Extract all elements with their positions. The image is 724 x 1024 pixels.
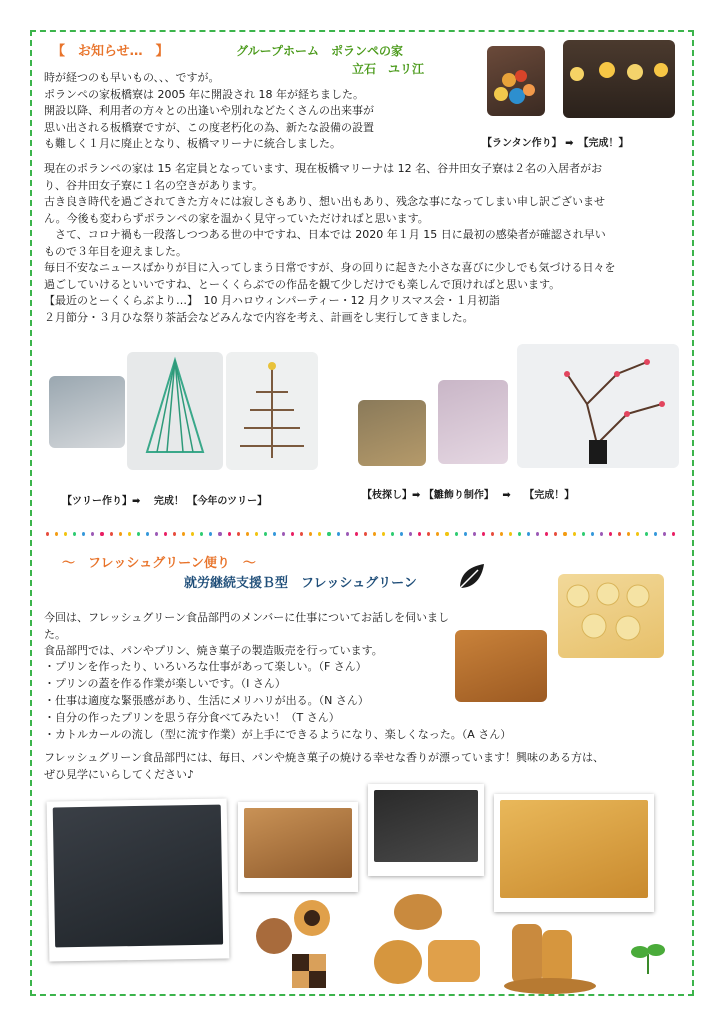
notice-org: グループホーム ポランペの家 [236,44,404,58]
bakery-illustration [250,890,650,998]
divider-dot [500,532,503,536]
fresh-subtitle: 就労継続支援Ｂ型 フレッシュグリーン [184,576,417,591]
divider-dot [82,532,85,536]
divider-dot [418,532,421,536]
divider-dot [445,532,448,536]
divider-dot [273,532,276,536]
divider-dot [91,532,94,536]
divider-dot [391,532,394,536]
divider-dot [182,532,185,536]
divider-dot [409,532,412,536]
lantern-lights-illustration [563,40,675,118]
divider-dot [672,532,675,536]
fresh-bullet: ・自分の作ったプリンを思う存分食べてみたい！（T さん） [44,711,340,724]
divider-dot [645,532,648,536]
cookie-sheet-photo [368,784,484,876]
notice-paragraph-2: 現在のポランペの家は 15 名定員となっています、現在板橋マリーナは 12 名、谷井田女子寮は２名の入居者がお り、谷井田女子寮に１名の空きがあります。 古き良き時代を過ごされてきた方々には寂しさもあり、想い出もあり、残念な事になってしまい申し訳ございませ ん。今後も変わらずポランペの家を温かく見守っていただければと思います。 さて、コロナ禍も一段落しつつある世の中ですね、日本では 2020 年１月 15 日に最初の感染者が確認され早い もので３年目を迎えました。 毎日不安なニュースばかりが目に入ってしまう日常ですが、身の回りに起きた小さな喜びに少しでも気づける日々を 過ごしていけるといいですね、とーくくらぶでの作品を観て少しだけでも楽しんで頂ければと思います。 【最近のとーくくらぶより…】 10 月ハロウィンパーティー・12 月クリスマス会・１月初詣 ２月節分・３月ひな祭り茶話会などみんなで内容を考え、計画をし実行してきました。 [44,162,616,324]
divider-dot [636,532,639,536]
divider-dot [545,532,548,536]
cookie-tray-photo [47,798,230,961]
lantern-illustration [487,46,545,116]
hina-making-photo [438,380,508,464]
pudding-cups-illustration [558,574,664,658]
this-year-tree-photo [226,352,318,470]
divider-dot [200,532,203,536]
divider-dot [527,532,530,536]
divider-dot [482,532,485,536]
divider-dot [110,532,113,536]
divider-dot [346,532,349,536]
divider-dot [337,532,340,536]
divider-dot [146,532,149,536]
fresh-intro: 今回は、フレッシュグリーン食品部門のメンバーに仕事についてお話しを伺いました。 食品部門では、パンやプリン、焼き菓子の製造販売を行っています。 [44,611,450,657]
divider-dot [355,532,358,536]
pudding-photo [558,574,664,658]
divider-dot [518,532,521,536]
divider-dot [128,532,131,536]
hina-complete-photo [517,344,679,468]
divider-dot [100,532,103,536]
divider-dot [282,532,285,536]
tree-complete-photo [127,352,223,470]
divider-dot [218,532,221,536]
divider-dot [364,532,367,536]
fresh-closing: フレッシュグリーン食品部門には、毎日、パンや焼き菓子の焼ける幸せな香りが漂っています！興味のある方は、 ぜひ見学にいらしてください♪ [44,751,605,781]
divider-dot [654,532,657,536]
notice-author: 立石 ユリ江 [352,62,425,76]
divider-dot [64,532,67,536]
fresh-bullet: ・カトルカールの流し（型に流す作業）が上手にできるようになり、楽しくなった。（A さん） [44,728,512,741]
dot-divider [46,532,676,540]
divider-dot [318,532,321,536]
divider-dot [509,532,512,536]
divider-dot [46,532,49,536]
bead-tree-illustration [127,352,223,470]
lantern-photo-1 [487,46,545,116]
divider-dot [464,532,467,536]
divider-dot [327,532,330,536]
divider-dot [264,532,267,536]
divider-dot [436,532,439,536]
divider-dot [618,532,621,536]
notice-paragraph-1: 時が経つのも早いもの、、、ですが。 ポランペの家板橋寮は 2005 年に開設され 18 年が経ちました。 開設以降、利用者の方々との出逢いや別れなどたくさんの出来事が 思い出される板橋寮ですが、この度老朽化の為、新たな設備の設置 も難しく１月に廃止となり、板橋マリーナに統合しました。 [44,71,374,150]
divider-dot [554,532,557,536]
caption-tree: 【ツリー作り】➡ 完成！ 【今年のツリー】 [62,496,268,507]
divider-dot [119,532,122,536]
divider-dot [582,532,585,536]
fresh-bullet: ・仕事は適度な緊張感があり、生活にメリハリが出る。（N さん） [44,694,369,707]
divider-dot [627,532,630,536]
divider-dot [73,532,76,536]
divider-dot [573,532,576,536]
fresh-title: ～ フレッシュグリーン便り ～ [62,556,256,571]
divider-dot [237,532,240,536]
divider-dot [191,532,194,536]
divider-dot [373,532,376,536]
divider-dot [473,532,476,536]
plum-branch-illustration [517,344,679,468]
caption-lantern: 【ランタン作り】 ➡ 【完成！】 [482,138,629,149]
divider-dot [246,532,249,536]
tree-making-photo [49,376,125,448]
divider-dot [155,532,158,536]
lantern-photo-2 [563,40,675,118]
divider-dot [209,532,212,536]
divider-dot [563,532,566,536]
divider-dot [164,532,167,536]
sprout-icon [630,938,666,982]
fresh-bullet: ・プリンの蓋を作る作業が楽しいです。（I さん） [44,677,286,690]
divider-dot [309,532,312,536]
divider-dot [427,532,430,536]
divider-dot [536,532,539,536]
divider-dot [300,532,303,536]
divider-dot [600,532,603,536]
divider-dot [455,532,458,536]
divider-dot [173,532,176,536]
divider-dot [137,532,140,536]
divider-dot [228,532,231,536]
divider-dot [291,532,294,536]
branch-search-photo [358,400,426,466]
leaf-icon [456,562,488,596]
divider-dot [382,532,385,536]
divider-dot [591,532,594,536]
divider-dot [491,532,494,536]
notice-title: 【 お知らせ… 】 [52,44,169,59]
fresh-bullet-list [44,658,644,743]
divider-dot [255,532,258,536]
divider-dot [663,532,666,536]
divider-dot [400,532,403,536]
caption-branch: 【枝探し】➡ 【雛飾り制作】 ➡ 【完成！】 [362,490,575,501]
fresh-bullet: ・プリンを作ったり、いろいろな仕事があって楽しい。（F さん） [44,660,367,673]
branch-tree-illustration [226,352,318,470]
baked-bread-photo [238,802,358,892]
divider-dot [55,532,58,536]
divider-dot [609,532,612,536]
